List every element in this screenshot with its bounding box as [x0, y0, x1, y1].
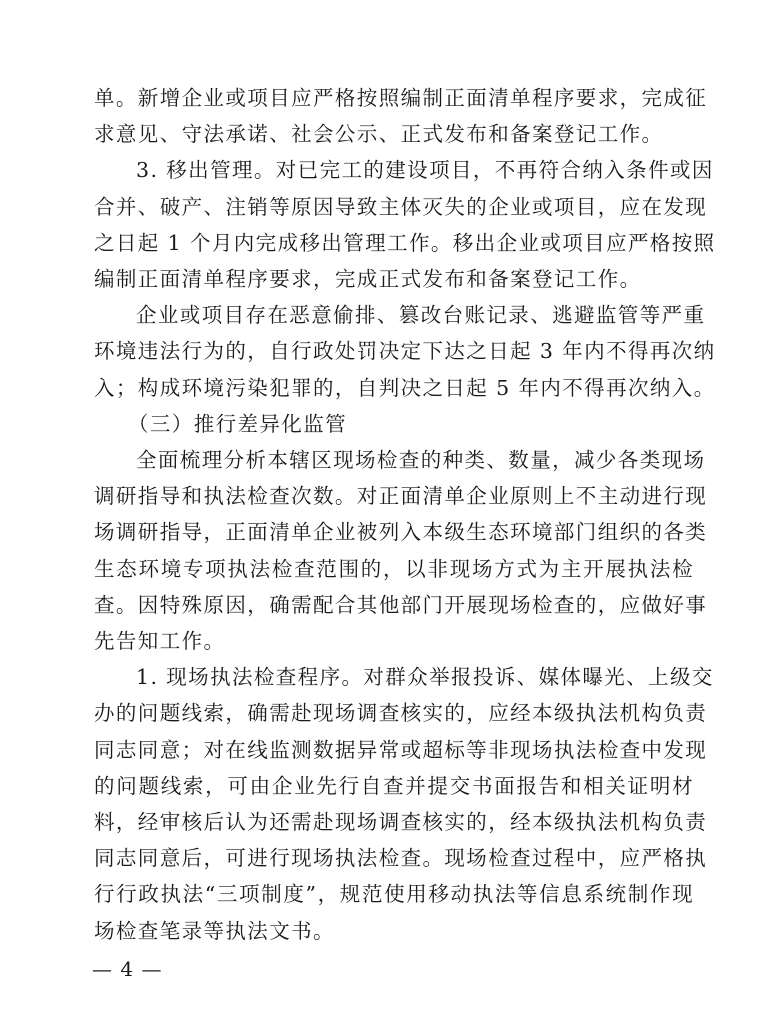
text-line: 入；构成环境污染犯罪的，自判决之日起 5 年内不得再次纳入。 [94, 375, 716, 400]
text-line: 先告知工作。 [94, 629, 226, 653]
text-line: 调研指导和执法检查次数。对正面清单企业原则上不主动进行现 [94, 484, 708, 509]
text-line: 生态环境专项执法检查范围的，以非现场方式为主开展执法检 [94, 556, 694, 581]
text-line: 同志同意；对在线监测数据异常或超标等非现场执法检查中发现 [94, 737, 708, 762]
text-line: 单。新增企业或项目应严格按照编制正面清单程序要求，完成征 [94, 86, 708, 110]
text-line: 1. 现场执法检查程序。对群众举报投诉、媒体曝光、上级交 [136, 665, 714, 690]
text-line: 合并、破产、注销等原因导致主体灭失的企业或项目，应在发现 [94, 194, 708, 219]
text-line: 3. 移出管理。对已完工的建设项目，不再符合纳入条件或因 [136, 158, 714, 183]
text-line: 的问题线索，可由企业先行自查并提交书面报告和相关证明材 [94, 773, 694, 798]
text-line: 求意见、守法承诺、社会公示、正式发布和备案登记工作。 [94, 122, 664, 147]
text-line: 场检查笔录等执法文书。 [94, 918, 335, 943]
text-line: 之日起 1 个月内完成移出管理工作。移出企业或项目应严格按照 [94, 230, 716, 255]
text-line: 同志同意后，可进行现场执法检查。现场检查过程中，应严格执 [94, 846, 708, 871]
text-line: 编制正面清单程序要求，完成正式发布和备案登记工作。 [94, 267, 642, 291]
text-line: 查。因特殊原因，确需配合其他部门开展现场检查的，应做好事 [94, 592, 708, 617]
section-heading: （三）推行差异化监管 [128, 411, 347, 436]
text-line: 场调研指导，正面清单企业被列入本级生态环境部门组织的各类 [94, 520, 708, 545]
page-number: — 4 — [92, 956, 163, 981]
text-line: 行行政执法“三项制度”，规范使用移动执法等信息系统制作现 [94, 882, 694, 907]
text-line: 办的问题线索，确需赴现场调查核实的，应经本级执法机构负责 [94, 701, 708, 726]
text-line: 企业或项目存在恶意偷排、篡改台账记录、逃避监管等严重 [136, 303, 706, 328]
text-line: 全面梳理分析本辖区现场检查的种类、数量，减少各类现场 [136, 448, 706, 472]
text-line: 环境违法行为的，自行政处罚决定下达之日起 3 年内不得再次纳 [94, 339, 716, 364]
text-line: 料，经审核后认为还需赴现场调查核实的，经本级执法机构负责 [94, 810, 708, 834]
